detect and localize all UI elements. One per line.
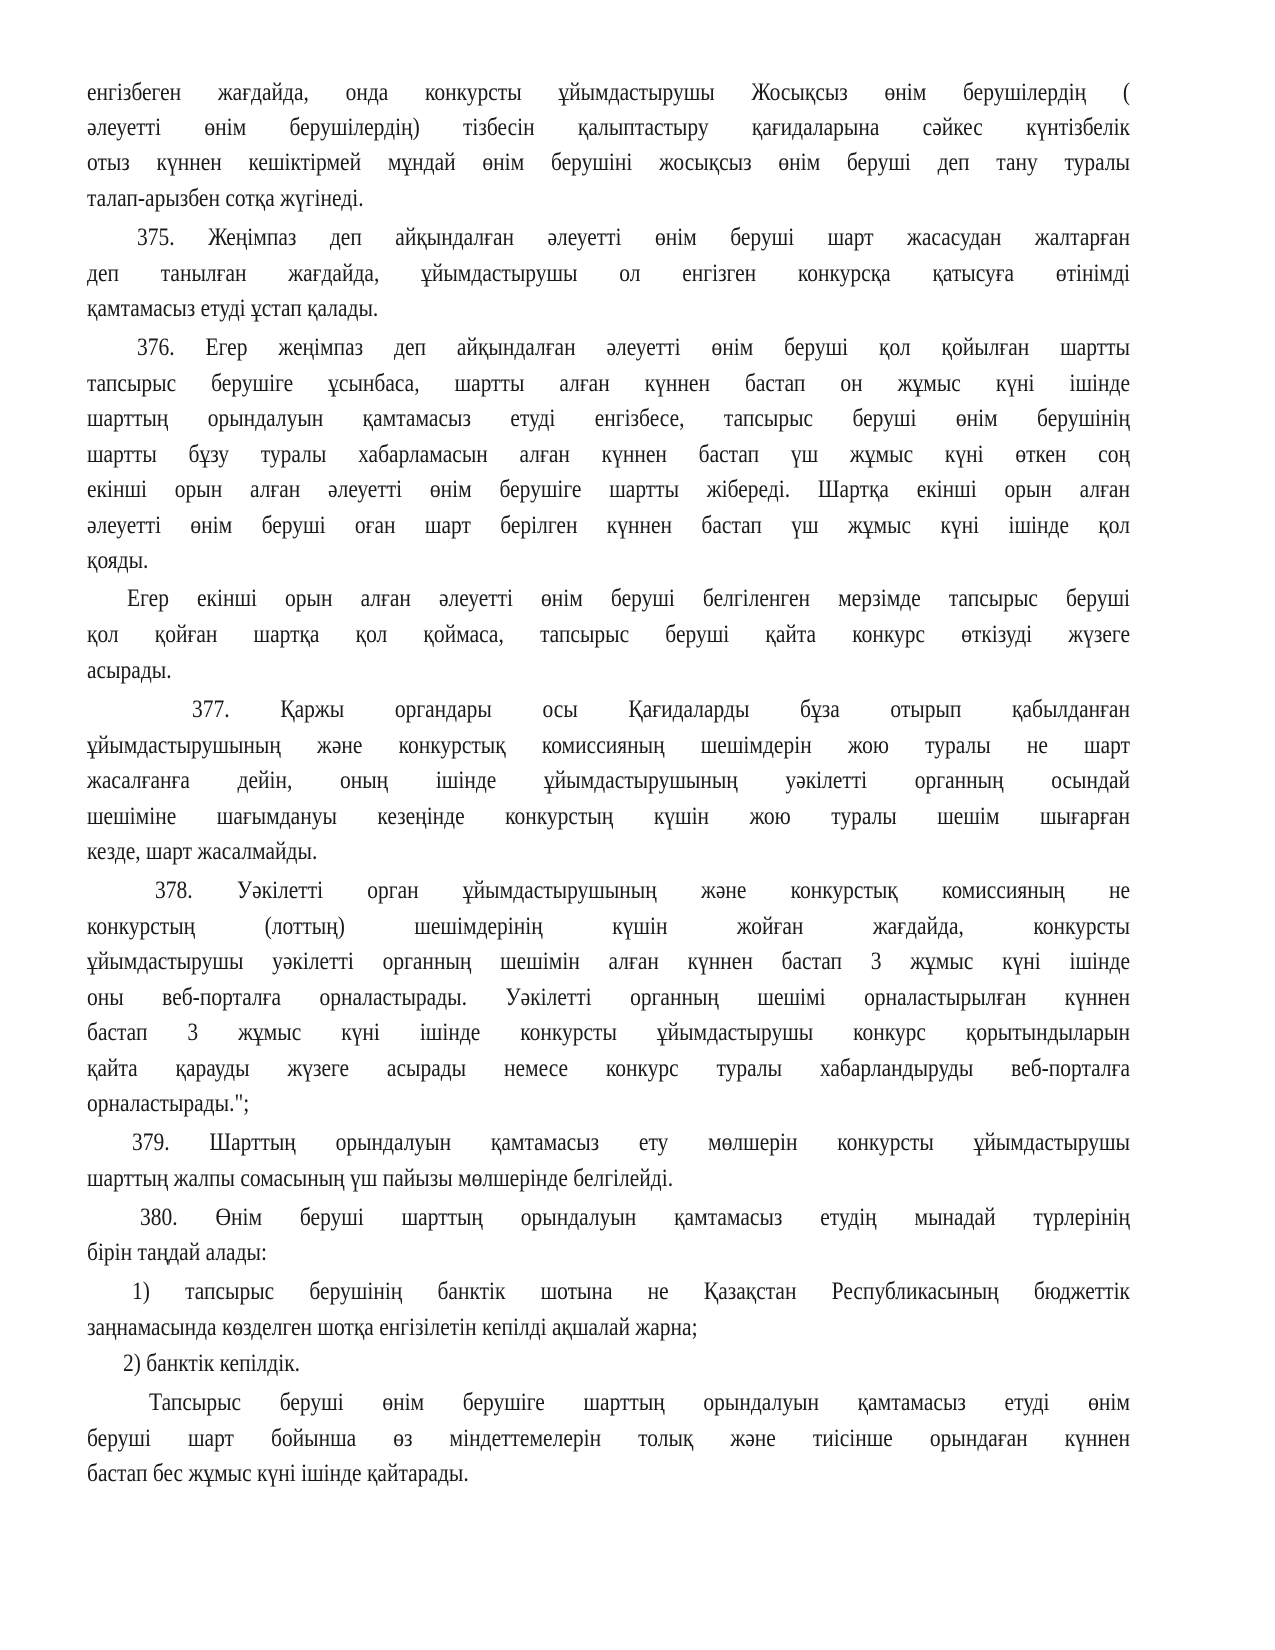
text-line: шешіміне шағымдануы кезеңінде конкурстың күшін жою туралы шешім шығарған — [87, 803, 1130, 830]
text-line: Тапсырыс беруші өнім берушіге шарттың орындалуын қамтамасыз етуді өнім — [149, 1389, 1130, 1416]
text-line: қайта қарауды жүзеге асырады немесе конкурс туралы хабарландыруды веб-порталға — [87, 1055, 1130, 1082]
text-line: 376. Егер жеңімпаз деп айқындалған әлеуетті өнім беруші қол қойылған шартты — [137, 334, 1130, 361]
text-line: тапсырыс берушіге ұсынбаса, шартты алған күннен бастап он жұмыс күні ішінде — [87, 370, 1130, 397]
text-line: оны веб-порталға орналастырады. Уәкілетті органның шешімі орналастырылған күннен — [87, 984, 1130, 1011]
text-line: 380. Өнім беруші шарттың орындалуын қамтамасыз етудің мынадай түрлерінің — [140, 1204, 1130, 1231]
text-line: шарттың орындалуын қамтамасыз етуді енгізбесе, тапсырыс беруші өнім берушінің — [87, 405, 1130, 432]
text-line: енгізбеген жағдайда, онда конкурсты ұйымдастырушы Жосықсыз өнім берушілердің ( — [87, 79, 1130, 106]
text-line: қол қойған шартқа қол қоймаса, тапсырыс беруші қайта конкурс өткізуді жүзеге — [87, 621, 1130, 648]
text-line: конкурстың (лоттың) шешімдерінің күшін жойған жағдайда, конкурсты — [87, 913, 1130, 940]
text-line: талап-арызбен сотқа жүгінеді. — [87, 185, 364, 212]
text-line: шарттың жалпы сомасының үш пайызы мөлшерінде белгілейді. — [87, 1165, 674, 1192]
text-line: орналастырады."; — [87, 1090, 250, 1117]
text-line: 375. Жеңімпаз деп айқындалған әлеуетті өнім беруші шарт жасасудан жалтарған — [137, 224, 1130, 251]
text-line: екінші орын алған әлеуетті өнім берушіге шартты жібереді. Шартқа екінші орын алған — [87, 476, 1130, 503]
text-line: бірін таңдай алады: — [87, 1239, 267, 1266]
text-line: 2) банктік кепілдік. — [123, 1350, 301, 1377]
text-line: 1) тапсырыс берушінің банктік шотына не Қазақстан Республикасының бюджеттік — [132, 1278, 1130, 1305]
text-line: 377. Қаржы органдары осы Қағидаларды бұза отырып қабылданған — [192, 696, 1130, 723]
text-line: қамтамасыз етуді ұстап қалады. — [87, 295, 379, 322]
text-line: әлеуетті өнім берушілердің) тізбесін қалыптастыру қағидаларына сәйкес күнтізбелік — [87, 114, 1130, 141]
text-line: 379. Шарттың орындалуын қамтамасыз ету мөлшерін конкурсты ұйымдастырушы — [132, 1129, 1130, 1156]
text-line: бастап бес жұмыс күні ішінде қайтарады. — [87, 1460, 469, 1487]
text-line: 378. Уәкілетті орган ұйымдастырушының және конкурстық комиссияның не — [155, 877, 1130, 904]
text-line: заңнамасында көзделген шотқа енгізілетін кепілді ақшалай жарна; — [87, 1314, 698, 1341]
text-line: шартты бұзу туралы хабарламасын алған күннен бастап үш жұмыс күні өткен соң — [87, 441, 1130, 468]
text-line: қояды. — [87, 547, 149, 574]
text-line: бастап 3 жұмыс күні ішінде конкурсты ұйымдастырушы конкурс қорытындыларын — [87, 1019, 1130, 1046]
text-line: әлеуетті өнім беруші оған шарт берілген күннен бастап үш жұмыс күні ішінде қол — [87, 512, 1130, 539]
text-line: отыз күннен кешіктірмей мұндай өнім берушіні жосықсыз өнім беруші деп тану туралы — [87, 149, 1130, 176]
text-line: деп танылған жағдайда, ұйымдастырушы ол енгізген конкурсқа қатысуға өтінімді — [87, 260, 1130, 287]
text-line: жасалғанға дейін, оның ішінде ұйымдастырушының уәкілетті органның осындай — [87, 767, 1130, 794]
text-line: асырады. — [87, 657, 172, 684]
text-line: кезде, шарт жасалмайды. — [87, 838, 318, 865]
text-line: ұйымдастырушының және конкурстық комиссияның шешімдерін жою туралы не шарт — [87, 732, 1130, 759]
text-line: ұйымдастырушы уәкілетті органның шешімін алған күннен бастап 3 жұмыс күні ішінде — [87, 948, 1130, 975]
text-line: беруші шарт бойынша өз міндеттемелерін толық және тиісінше орындаған күннен — [87, 1425, 1130, 1452]
text-line: Егер екінші орын алған әлеуетті өнім беруші белгіленген мерзімде тапсырыс беруші — [127, 585, 1130, 612]
